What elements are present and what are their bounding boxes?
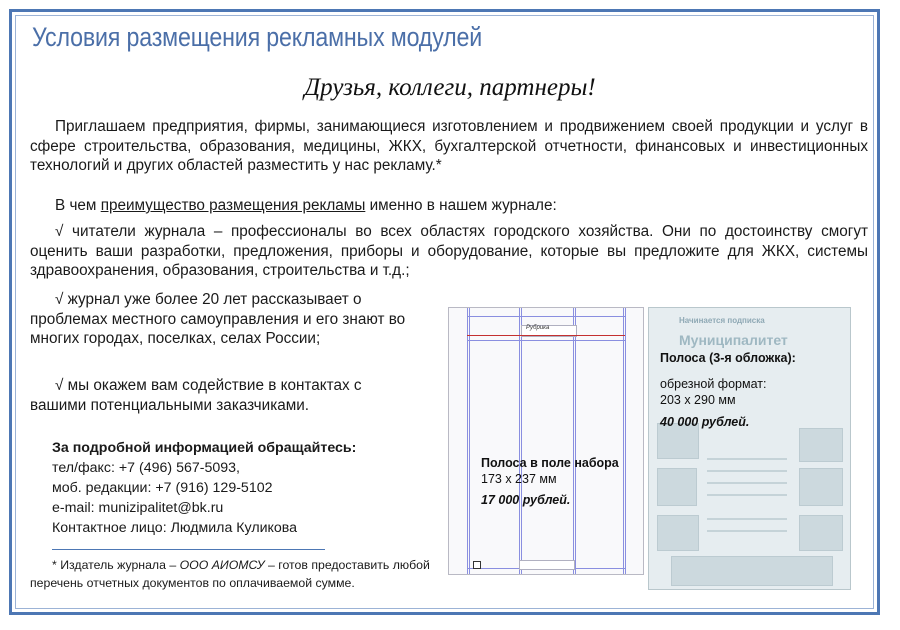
page-number-icon xyxy=(473,561,481,569)
cover-photo-image xyxy=(657,515,699,551)
column-guide xyxy=(521,308,522,574)
inner-page-size: 173 х 237 мм xyxy=(481,471,557,486)
cover-page-title: Полоса (3-я обложка): xyxy=(660,351,796,365)
cover-photo-image xyxy=(657,468,697,506)
inner-page-title: Полоса в поле набора xyxy=(481,456,619,470)
rubric-label: Рубрика xyxy=(526,325,550,331)
cover-format-label: обрезной формат: xyxy=(660,377,767,391)
cover-photo-image xyxy=(799,428,843,462)
column-guide xyxy=(573,308,574,574)
contact-email[interactable]: e-mail: munizipalitet@bk.ru xyxy=(52,500,224,516)
cover-photo-image xyxy=(799,515,843,551)
cover-text-line xyxy=(707,482,787,484)
inner-page-price: 17 000 рублей. xyxy=(481,493,571,507)
point-history: √ журнал уже более 20 лет рассказывает о проблемах местного самоуправления и его знают во многих городах, поселках, селах России; xyxy=(30,291,406,347)
page-title: Условия размещения рекламных модулей xyxy=(32,22,483,52)
contact-mobile: моб. редакции: +7 (916) 129-5102 xyxy=(52,480,273,496)
footnote-publisher: ООО АИОМСУ xyxy=(179,558,265,572)
greeting-heading: Друзья, коллеги, партнеры! xyxy=(304,74,596,101)
footnote xyxy=(30,556,440,592)
point-support: √ мы окажем вам содействие в контактах с вашими потенциальными заказчиками. xyxy=(30,377,362,414)
inner-page-diagram xyxy=(448,307,644,575)
contact-person: Контактное лицо: Людмила Куликова xyxy=(52,520,298,536)
cover-text-line xyxy=(707,470,787,472)
inner-page-label xyxy=(481,456,631,509)
advantage-link: преимущество размещения рекламы xyxy=(100,197,366,214)
footnote-rest: – готов предоставить любой перечень отчетных документов по оплачиваемой сумме. xyxy=(30,558,430,590)
cover-title: Муниципалитет xyxy=(679,332,788,348)
cover-text-line xyxy=(707,458,787,460)
cover-photo-image xyxy=(799,468,843,506)
point-readers: √ читатели журнала – профессионалы во всех областях городского хозяйства. Они по достоинству смогут оценить ваши разработки, предложения, приборы и оборудование, которые вы предложите для ЖКХ, системы здравоохранения, образования, строительства и т.д.; xyxy=(30,223,868,279)
header-rule xyxy=(467,335,625,341)
column-guide xyxy=(625,308,626,574)
cover-page-label xyxy=(660,350,840,430)
footnote-star: * Издатель журнала – xyxy=(52,558,180,572)
contact-heading: За подробной информацией обращайтесь: xyxy=(52,440,357,456)
column-guide xyxy=(575,308,576,574)
advantage-suffix: именно в нашем журнале: xyxy=(365,197,557,214)
advantage-paragraph xyxy=(55,196,557,216)
intro-paragraph: Приглашаем предприятия, фирмы, занимающиеся изготовлением и продвижением своей продукции и услуг в сфере строительства, образования, медицины, ЖКХ, бухгалтерской отчетности, финансовых и инвестиционных технологий и других областей разместить у нас рекламу.* xyxy=(30,118,868,174)
footer-box xyxy=(519,560,575,570)
column-guide xyxy=(469,308,470,574)
footnote-divider xyxy=(52,549,325,550)
contact-block xyxy=(52,438,356,538)
contact-phone: тел/факс: +7 (496) 567-5093, xyxy=(52,460,240,476)
cover-page-size: 203 х 290 мм xyxy=(660,393,736,407)
cover-text-line xyxy=(707,494,787,496)
cover-photo-image xyxy=(671,556,833,586)
advantage-prefix: В чем xyxy=(55,197,101,214)
margin-guide xyxy=(467,316,625,317)
column-guide xyxy=(519,308,520,574)
cover-subscription-text: Начинается подписка xyxy=(679,316,765,325)
cover-text-line xyxy=(707,518,787,520)
column-guide xyxy=(623,308,624,574)
cover-page-price: 40 000 рублей. xyxy=(660,415,750,429)
cover-text-line xyxy=(707,530,787,532)
column-guide xyxy=(467,308,468,574)
